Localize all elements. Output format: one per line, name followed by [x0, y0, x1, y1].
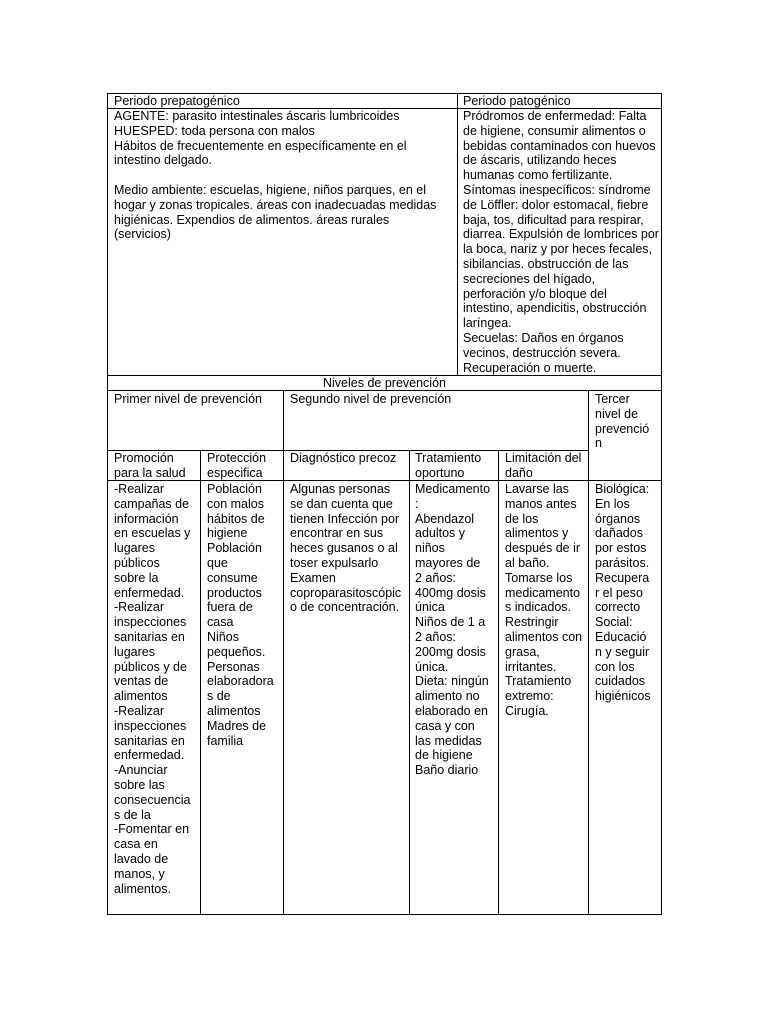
- col-divider-promocion: [200, 450, 201, 915]
- primer-nivel-header: Primer nivel de prevención: [114, 392, 262, 406]
- limitacion-header: Limitación del daño: [505, 451, 582, 480]
- prepatogenico-header: Periodo prepatogénico: [114, 94, 240, 108]
- diagnostico-content: Algunas personas se dan cuenta que tienen Infección por encontrar en sus heces gusanos o al toser expulsarlo Examen coproparasitoscópic o de concentración.: [290, 482, 402, 615]
- col-divider-tratamiento: [498, 450, 499, 915]
- limitacion-content: Lavarse las manos antes de los alimentos y después de ir al baño. Tomarse los medicamento s indicados. Restringir alimentos con grasa, irritantes. Tratamiento extremo: Cirugía.: [505, 482, 583, 718]
- col-divider-period: [457, 93, 458, 376]
- segundo-nivel-header: Segundo nivel de prevención: [290, 392, 452, 406]
- table-border-left: [107, 93, 108, 915]
- tratamiento-content: Medicamento : Abendazol adultos y niños mayores de 2 años: 400mg dosis única Niños de 1 a 2 años: 200mg dosis única. Dieta: ningún alimento no elaborado en casa y con las medidas de higiene Baño diario: [415, 482, 491, 778]
- patogenico-header: Periodo patogénico: [463, 94, 571, 108]
- col-divider-tercer-nivel: [588, 390, 589, 915]
- table-border-bottom: [107, 914, 662, 915]
- col-divider-segundo-nivel: [283, 390, 284, 915]
- prepatogenico-body: AGENTE: parasito intestinales áscaris lumbricoides HUESPED: toda persona con malos Hábitos de frecuentemente en específicamente en el intestino delgado. Medio ambiente: escuelas, higiene, niños parques, en el hogar y zonas tropicales. áreas con inadecuadas medidas higiénicas. Expendios de alimentos. áreas rurales (servicios): [114, 109, 437, 242]
- proteccion-content: Población con malos hábitos de higiene Población que consume productos fuera de casa Niños pequeños. Personas elaboradora s de alimentos Madres de familia: [207, 482, 274, 748]
- promocion-header: Promoción para la salud: [114, 451, 186, 480]
- promocion-content: -Realizar campañas de información en escuelas y lugares públicos sobre la enfermedad. -Realizar inspecciones sanitarias en lugares públicos y de ventas de alimentos -Realizar inspecciones sanitarias en enfermedad. -Anunciar sobre las consecuencia s de la -Fomentar en casa en lavado de manos, y alimentos.: [114, 482, 191, 896]
- table-border-right: [661, 93, 662, 915]
- tratamiento-header: Tratamiento oportuno: [415, 451, 482, 480]
- proteccion-header: Protección especifica: [207, 451, 267, 480]
- tercer-nivel-header: Tercer nivel de prevenció n: [595, 392, 650, 451]
- patogenico-body: Pródromos de enfermedad: Falta de higiene, consumir alimentos o bebidas contaminados con huevos de áscaris, utilizando heces humanas como fertilizante. Síntomas inespecíficos: síndrome de Löffler: dolor estomacal, fiebre baja, tos, dificultad para respirar, diarrea. Expulsión de lombrices por la boca, nariz y por heces fecales, sibilancias. obstrucción de las secreciones del hígado, perforación y/o bloque del intestino, apendicitis, obstrucción laríngea. Secuelas: Daños en órganos vecinos, destrucción severa. Recuperación o muerte.: [463, 109, 659, 375]
- diagnostico-header: Diagnóstico precoz: [290, 451, 397, 465]
- niveles-title: Niveles de prevención: [323, 376, 446, 390]
- col-divider-diagnostico: [409, 450, 410, 915]
- tercer-nivel-content: Biológica: En los órganos dañados por estos parásitos. Recupera r el peso correcto Social: Educació n y seguir con los cuidados higiénicos: [595, 482, 651, 704]
